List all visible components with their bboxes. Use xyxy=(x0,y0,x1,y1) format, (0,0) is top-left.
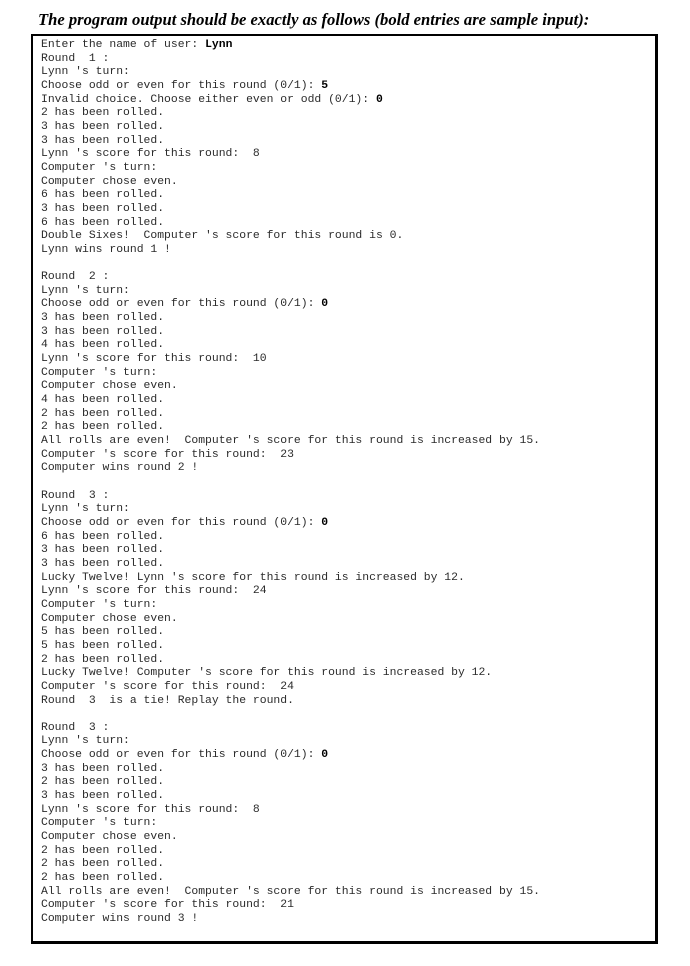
output-line xyxy=(41,53,540,67)
output-line xyxy=(41,121,540,135)
output-line xyxy=(41,66,540,80)
line-text: Lynn 's turn: xyxy=(41,284,130,297)
line-text: Enter the name of user: xyxy=(41,39,206,51)
output-line xyxy=(41,667,540,681)
output-line xyxy=(41,380,540,394)
output-line xyxy=(41,613,540,627)
sample-input: Lynn xyxy=(205,39,233,51)
line-text: Computer 's score for this round: 24 xyxy=(41,680,294,693)
line-text: Round 3 : xyxy=(41,489,110,502)
output-line xyxy=(41,449,540,463)
line-text: Computer chose even. xyxy=(41,380,178,393)
line-text: 3 has been rolled. xyxy=(41,557,165,570)
output-line xyxy=(41,107,540,121)
instructions-heading: The program output should be exactly as follows (bold entries are sample input): xyxy=(38,10,590,29)
sample-input: 5 xyxy=(321,79,329,92)
line-text: 2 has been rolled. xyxy=(41,872,165,885)
output-line xyxy=(41,203,540,217)
line-text: 6 has been rolled. xyxy=(41,530,165,543)
output-line xyxy=(41,230,540,244)
output-line xyxy=(41,490,540,504)
line-text: All rolls are even! Computer 's score for this round is increased by 15. xyxy=(41,435,540,448)
prompt-line xyxy=(41,80,540,94)
output-line xyxy=(41,722,540,736)
output-line xyxy=(41,148,540,162)
line-text: 3 has been rolled. xyxy=(41,120,165,133)
prompt-line xyxy=(41,94,540,108)
output-line xyxy=(41,790,540,804)
output-line xyxy=(41,913,540,927)
blank-line xyxy=(41,708,540,722)
line-text: Lynn 's score for this round: 10 xyxy=(41,353,267,366)
output-line xyxy=(41,763,540,777)
line-text: Lynn wins round 1 ! xyxy=(41,243,171,256)
output-line xyxy=(41,135,540,149)
output-line xyxy=(41,408,540,422)
output-line xyxy=(41,817,540,831)
line-text: Round 3 : xyxy=(41,721,110,734)
output-line xyxy=(41,544,540,558)
line-text: 3 has been rolled. xyxy=(41,762,165,775)
line-text: 2 has been rolled. xyxy=(41,421,165,434)
output-line xyxy=(41,244,540,258)
output-line xyxy=(41,572,540,586)
line-text: Double Sixes! Computer 's score for this round is 0. xyxy=(41,230,404,243)
output-line xyxy=(41,176,540,190)
output-line xyxy=(41,599,540,613)
line-text: Computer 's turn: xyxy=(41,817,158,830)
output-line xyxy=(41,872,540,886)
blank-line xyxy=(41,476,540,490)
line-text: 6 has been rolled. xyxy=(41,189,165,202)
blank-line xyxy=(41,258,540,272)
output-line xyxy=(41,421,540,435)
line-text: Choose odd or even for this round (0/1): xyxy=(41,298,322,311)
line-text: 5 has been rolled. xyxy=(41,626,165,639)
line-text: Round 2 : xyxy=(41,271,110,284)
line-text: 3 has been rolled. xyxy=(41,325,165,338)
line-text: Lucky Twelve! Lynn 's score for this round is increased by 12. xyxy=(41,571,465,584)
output-line xyxy=(41,845,540,859)
sample-input: 0 xyxy=(321,298,329,311)
output-line xyxy=(41,285,540,299)
line-text: Computer chose even. xyxy=(41,831,178,844)
line-text: 5 has been rolled. xyxy=(41,639,165,652)
line-text: 4 has been rolled. xyxy=(41,394,165,407)
line-text: Invalid choice. Choose either even or odd (0/1): xyxy=(41,93,376,106)
sample-input: 0 xyxy=(321,749,329,762)
line-text: Computer 's score for this round: 21 xyxy=(41,899,294,912)
line-text: Round 3 is a tie! Replay the round. xyxy=(41,694,294,707)
prompt-line xyxy=(41,517,540,531)
output-line xyxy=(41,681,540,695)
line-text: 3 has been rolled. xyxy=(41,544,165,557)
line-text: Computer wins round 2 ! xyxy=(41,462,199,475)
output-line xyxy=(41,503,540,517)
prompt-line xyxy=(41,298,540,312)
output-line xyxy=(41,462,540,476)
line-text: Lucky Twelve! Computer 's score for this round is increased by 12. xyxy=(41,667,493,680)
output-line xyxy=(41,831,540,845)
line-text: Lynn 's score for this round: 24 xyxy=(41,585,267,598)
output-line xyxy=(41,271,540,285)
line-text: Choose odd or even for this round (0/1): xyxy=(41,516,322,529)
line-text: Computer wins round 3 ! xyxy=(41,913,199,925)
line-text: Computer chose even. xyxy=(41,612,178,625)
program-output-box xyxy=(31,34,658,944)
output-line xyxy=(41,640,540,654)
line-text: 6 has been rolled. xyxy=(41,216,165,229)
line-text: Lynn 's turn: xyxy=(41,735,130,748)
output-line xyxy=(41,353,540,367)
output-line xyxy=(41,899,540,913)
output-line xyxy=(41,735,540,749)
line-text: 2 has been rolled. xyxy=(41,858,165,871)
line-text: 3 has been rolled. xyxy=(41,134,165,147)
line-text: Lynn 's turn: xyxy=(41,503,130,516)
output-lines xyxy=(41,39,540,927)
output-line xyxy=(41,585,540,599)
sample-input: 0 xyxy=(375,93,383,106)
line-text: 2 has been rolled. xyxy=(41,653,165,666)
line-text: 2 has been rolled. xyxy=(41,407,165,420)
output-line xyxy=(41,339,540,353)
output-line xyxy=(41,776,540,790)
prompt-line xyxy=(41,749,540,763)
output-line xyxy=(41,858,540,872)
line-text: 2 has been rolled. xyxy=(41,776,165,789)
line-text: Lynn 's score for this round: 8 xyxy=(41,148,260,161)
output-line xyxy=(41,394,540,408)
line-text: 3 has been rolled. xyxy=(41,790,165,803)
line-text: Computer chose even. xyxy=(41,175,178,188)
line-text: Lynn 's turn: xyxy=(41,66,130,79)
output-line xyxy=(41,162,540,176)
line-text: All rolls are even! Computer 's score for this round is increased by 15. xyxy=(41,885,540,898)
line-text: Computer 's score for this round: 23 xyxy=(41,448,294,461)
output-line xyxy=(41,626,540,640)
output-line xyxy=(41,217,540,231)
output-line xyxy=(41,531,540,545)
output-line xyxy=(41,558,540,572)
line-text: 2 has been rolled. xyxy=(41,844,165,857)
output-line xyxy=(41,435,540,449)
line-text: 3 has been rolled. xyxy=(41,312,165,325)
output-line xyxy=(41,189,540,203)
line-text: Computer 's turn: xyxy=(41,161,158,174)
line-text: Choose odd or even for this round (0/1): xyxy=(41,79,322,92)
output-line xyxy=(41,367,540,381)
prompt-line xyxy=(41,39,540,53)
output-line xyxy=(41,654,540,668)
line-text: 2 has been rolled. xyxy=(41,107,165,120)
line-text: Round 1 : xyxy=(41,52,110,65)
output-line xyxy=(41,695,540,709)
line-text: 4 has been rolled. xyxy=(41,339,165,352)
output-line xyxy=(41,312,540,326)
output-line xyxy=(41,886,540,900)
line-text: Choose odd or even for this round (0/1): xyxy=(41,749,322,762)
line-text: 3 has been rolled. xyxy=(41,202,165,215)
output-line xyxy=(41,326,540,340)
line-text: Computer 's turn: xyxy=(41,598,158,611)
line-text: Computer 's turn: xyxy=(41,366,158,379)
sample-input: 0 xyxy=(321,516,329,529)
line-text: Lynn 's score for this round: 8 xyxy=(41,803,260,816)
output-line xyxy=(41,804,540,818)
